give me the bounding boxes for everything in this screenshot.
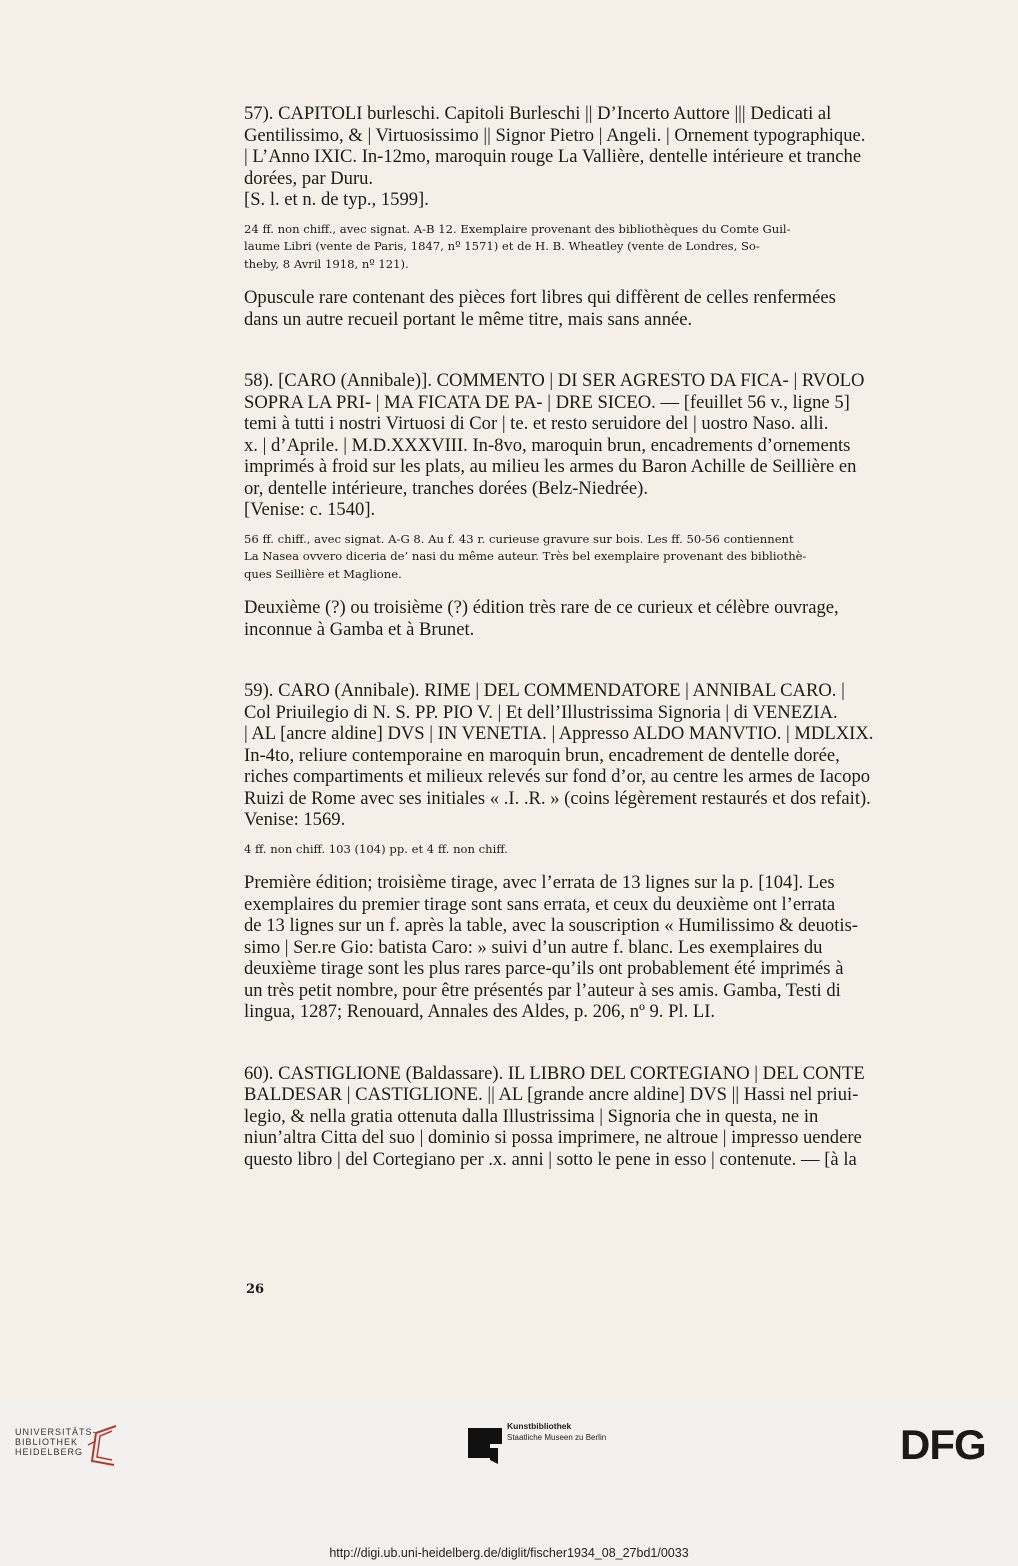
entry-line: x. | d’Aprile. | M.D.XXXVIII. In-8vo, maroquin brun, encadrements d’ornements — [244, 434, 851, 456]
note-line: Première édition; troisième tirage, avec l’errata de 13 lignes sur la p. [104]. Les — [244, 872, 835, 893]
entry-line: 57). CAPITOLI burleschi. Capitoli Burleschi || D’Incerto Auttore ||| Dedicati al — [244, 103, 832, 124]
entry-line: Venise: 1569. — [244, 809, 346, 830]
note-line: Deuxième (?) ou troisième (?) édition très rare de ce curieux et célèbre ouvrage, — [244, 597, 839, 618]
dfg-logo: DFG — [900, 1421, 986, 1468]
collation-line: theby, 8 Avril 1918, nº 121). — [244, 256, 409, 271]
entry-line: 60). CASTIGLIONE (Baldassare). IL LIBRO DEL CORTEGIANO | DEL CONTE — [244, 1062, 865, 1084]
entry-line: dorées, par Duru. — [244, 167, 374, 189]
university-line: HEIDELBERG — [15, 1447, 84, 1457]
entry-line: Ruizi de Rome avec ses initiales « .I. .R. » (coins légèrement restaurés et dos refait). — [244, 787, 871, 809]
kunstbibliothek-title: Kunstbibliothek — [507, 1421, 572, 1431]
note-line: inconnue à Gamba et à Brunet. — [244, 618, 475, 640]
entry-line: | L’Anno IXIC. In-12mo, maroquin rouge La Vallière, dentelle intérieure et tranche — [244, 146, 862, 167]
note-line: lingua, 1287; Renouard, Annales des Aldes, p. 206, nº 9. Pl. LI. — [244, 1001, 716, 1022]
entry-line: | AL [ancre aldine] DVS | IN VENETIA. | Appresso ALDO MANVTIO. | MDLXIX. — [244, 723, 874, 744]
note-line: de 13 lignes sur un f. après la table, avec la souscription « Humilissimo & deuotis- — [244, 915, 858, 936]
entry-line: [S. l. et n. de typ., 1599]. — [244, 189, 429, 210]
entry-60 — [244, 1063, 960, 1171]
page-text — [244, 103, 960, 1170]
entry-line: BALDESAR | CASTIGLIONE. || AL [grande ancre aldine] DVS || Hassi nel priui- — [244, 1084, 859, 1105]
university-line: UNIVERSITÄTS- — [15, 1427, 97, 1437]
entry-line: 59). CARO (Annibale). RIME | DEL COMMENDATORE | ANNIBAL CARO. | — [244, 680, 845, 701]
entry-line: or, dentelle intérieure, tranches dorées (Belz-Niedrée). — [244, 477, 648, 499]
page-number: 26 — [246, 1282, 265, 1297]
note-line: Opuscule rare contenant des pièces fort libres qui diffèrent de celles renfermées — [244, 287, 836, 308]
entry-line: SOPRA LA PRI- | MA FICATA DE PA- | DRE SICEO. — [feuillet 56 v., ligne 5] — [244, 391, 850, 413]
entry-line: [Venise: c. 1540]. — [244, 499, 376, 520]
collation-line: laume Libri (vente de Paris, 1847, nº 1571) et de H. B. Wheatley (vente de Londres, So- — [244, 239, 760, 253]
entry-58 — [244, 370, 960, 640]
university-logo-icon — [86, 1423, 122, 1471]
note-line: simo | Ser.re Gio: batista Caro: » suivi d’un autre f. blanc. Les exemplaires du — [244, 936, 823, 958]
kunstbibliothek-logo-icon — [468, 1420, 502, 1470]
entry-line: 58). [CARO (Annibale)]. COMMENTO | DI SER AGRESTO DA FICA- | RVOLO — [244, 370, 865, 391]
collation-line: La Nasea ovvero diceria de’ nasi du même auteur. Très bel exemplaire provenant des bibliothè- — [244, 549, 807, 563]
university-library-label — [15, 1427, 97, 1457]
kunstbibliothek-subtitle: Staatliche Museen zu Berlin — [507, 1433, 607, 1442]
collation-line: 4 ff. non chiff. 103 (104) pp. et 4 ff. non chiff. — [244, 841, 508, 856]
note-line: dans un autre recueil portant le même titre, mais sans année. — [244, 308, 693, 330]
entry-line: Col Priuilegio di N. S. PP. PIO V. | Et dell’Illustrissima Signoria | di VENEZIA. — [244, 701, 838, 723]
entry-line: niun’altra Citta del suo | dominio si possa imprimere, ne altroue | impresso uendere — [244, 1127, 862, 1148]
collation-line: ques Seillière et Maglione. — [244, 566, 402, 581]
note-line: un très petit nombre, pour être présentés par l’auteur à ses amis. Gamba, Testi di — [244, 979, 841, 1001]
collation-line: 56 ff. chiff., avec signat. A-G 8. Au f. 43 r. curieuse gravure sur bois. Les ff. 50-56 contiennent — [244, 531, 794, 546]
kunstbibliothek-label — [507, 1421, 606, 1443]
entry-57 — [244, 103, 960, 330]
entry-line: legio, & nella gratia ottenuta dalla Illustrissima | Signoria che in questa, ne in — [244, 1105, 819, 1127]
source-url[interactable]: http://digi.ub.uni-heidelberg.de/diglit/fischer1934_08_27bd1/0033 — [329, 1546, 689, 1560]
university-line: BIBLIOTHEK — [15, 1437, 79, 1447]
entry-line: In-4to, reliure contemporaine en maroquin brun, encadrement de dentelle dorée, — [244, 744, 840, 766]
entry-line: riches compartiments et milieux relevés sur fond d’or, au centre les armes de Iacopo — [244, 766, 871, 787]
collation-line: 24 ff. non chiff., avec signat. A-B 12. Exemplaire provenant des bibliothèques du Comte Guil- — [244, 221, 791, 236]
note-line: deuxième tirage sont les plus rares parce-qu’ils ont probablement été imprimés à — [244, 958, 844, 979]
entry-59 — [244, 680, 960, 1023]
entry-line: questo libro | del Cortegiano per .x. anni | sotto le pene in esso | contenute. — [à la — [244, 1148, 857, 1170]
entry-line: imprimés à froid sur les plats, au milieu les armes du Baron Achille de Seillière en — [244, 456, 857, 477]
note-line: exemplaires du premier tirage sont sans errata, et ceux du deuxième ont l’errata — [244, 893, 836, 915]
entry-line: temi à tutti i nostri Virtuosi di Cor | te. et resto seruidore del | uostro Naso. alli. — [244, 413, 829, 434]
entry-line: Gentilissimo, & | Virtuosissimo || Signor Pietro | Angeli. | Ornement typographique. — [244, 124, 866, 146]
